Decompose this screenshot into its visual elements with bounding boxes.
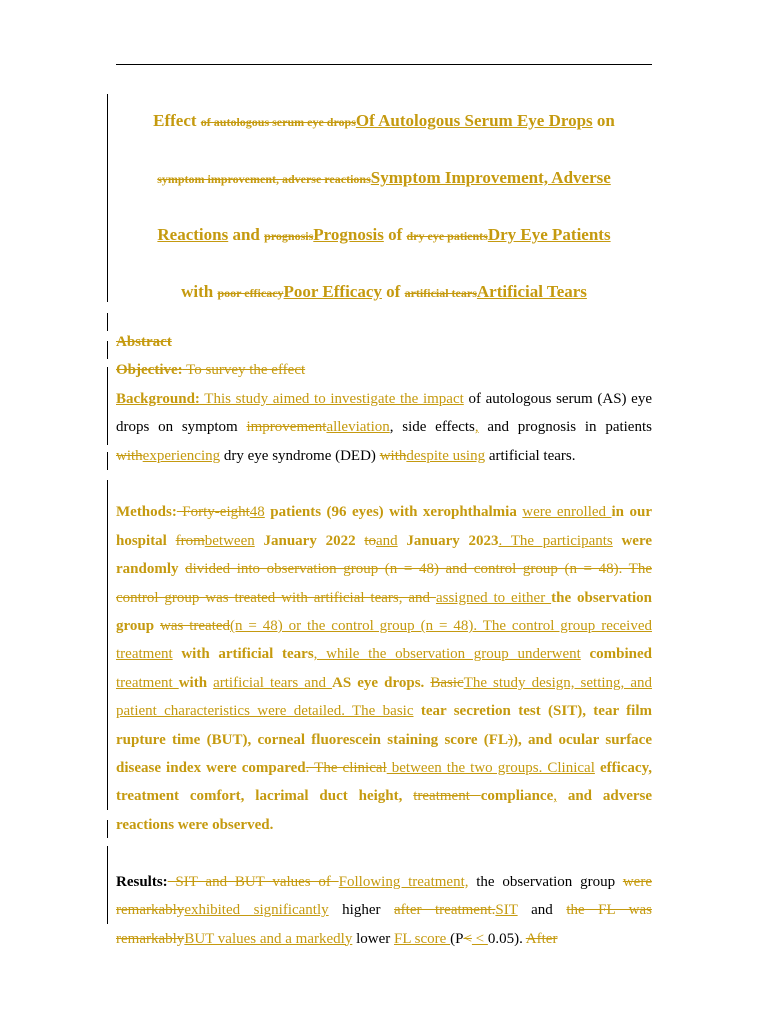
change-bar <box>107 367 108 445</box>
inserted-text: (n = 48) or the control group (n = 48). The control group received treatment <box>116 618 652 663</box>
body-text: were randomly <box>116 532 653 578</box>
deleted-text: . The clinical <box>305 760 387 777</box>
inserted-text: < <box>471 930 488 947</box>
inserted-text: ), <box>512 731 522 748</box>
deleted-text: to <box>364 532 376 549</box>
title-line-3 <box>116 206 652 263</box>
body-text: of autologous serum (AS) eye drops on symptom <box>116 390 652 436</box>
deleted-text: was treated <box>159 618 231 635</box>
deleted-text: To survey the effect <box>182 362 306 379</box>
inserted-text: FL score <box>393 930 451 947</box>
inserted-text: 48 <box>249 504 265 521</box>
document-body <box>116 92 652 953</box>
change-bar <box>107 341 108 359</box>
methods-paragraph <box>116 498 652 839</box>
inserted-text: treatment <box>116 674 179 691</box>
title-text: on <box>592 111 615 130</box>
body-text: tear secretion test (SIT), tear film rupture time (BUT), corneal fluorescein staining score (FL <box>116 703 652 748</box>
deleted-text: after treatment. <box>394 902 496 919</box>
deleted-text: Forty-eight <box>176 504 250 521</box>
background-paragraph <box>116 385 652 470</box>
inserted-text: , <box>553 788 557 805</box>
body-text: and prognosis in patients <box>478 419 652 436</box>
title-text: and <box>228 225 265 244</box>
inserted-text: BUT values and a markedly <box>184 930 353 947</box>
body-text: dry eye syndrome (DED) <box>220 447 380 464</box>
deleted-text: Objective: <box>116 362 183 379</box>
inserted-text: Reactions <box>157 225 229 244</box>
inserted-text: between the two groups. Clinical <box>386 760 595 777</box>
body-text: and <box>517 902 567 919</box>
body-text: with <box>178 674 214 691</box>
change-bar <box>107 480 108 810</box>
blank-line <box>116 470 652 498</box>
body-text: and ocular surface disease index were compared <box>116 731 653 777</box>
deleted-text: ) <box>507 731 513 748</box>
body-text: January 2023 <box>397 532 499 549</box>
deleted-text: divided into observation group (n = 48) and control group (n = 48). The control group was treated with artificial tears, and <box>116 561 652 606</box>
deleted-text: the FL was remarkably <box>116 902 652 947</box>
inserted-text: Artificial Tears <box>476 282 587 301</box>
title-text: with <box>181 282 218 301</box>
deleted-text: improvement <box>246 419 327 436</box>
body-text: the observation group <box>116 589 652 635</box>
title-line-4 <box>116 263 652 320</box>
deleted-text: After <box>525 930 558 947</box>
deleted-text: dry eye patients <box>406 229 488 243</box>
title-line-2 <box>116 149 652 206</box>
inserted-text: Of Autologous Serum Eye Drops <box>355 111 593 130</box>
deleted-text: SIT and BUT values of <box>167 873 339 890</box>
body-text: 0.05). <box>487 930 526 947</box>
body-text: patients (96 eyes) with xerophthalmia <box>264 504 523 521</box>
header-rule <box>116 64 652 65</box>
body-text: and adverse reactions were observed. <box>116 788 653 833</box>
title-line-1 <box>116 92 652 149</box>
inserted-text: between <box>204 532 255 549</box>
change-bar <box>107 820 108 838</box>
inserted-text: . The participants <box>498 532 613 549</box>
results-paragraph <box>116 868 652 953</box>
change-bar <box>107 313 108 331</box>
body-text: in our hospital <box>116 504 652 549</box>
section-label: Results: <box>116 873 168 890</box>
change-bar <box>107 846 108 924</box>
inserted-text: exhibited significantly <box>184 902 329 919</box>
inserted-text: Background: <box>116 390 200 407</box>
inserted-text: and <box>375 532 398 549</box>
change-bar <box>107 94 108 302</box>
inserted-text: , while the observation group underwent <box>313 646 581 663</box>
body-text: compliance <box>480 788 554 805</box>
body-text: efficacy, treatment comfort, lacrimal duct height, <box>116 760 653 805</box>
body-text: with artificial tears <box>172 646 314 663</box>
deleted-text: artificial tears <box>404 286 477 300</box>
inserted-text: The study design, setting, and patient characteristics were detailed. The basic <box>116 674 653 720</box>
deleted-text: of autologous serum eye drops <box>200 115 356 129</box>
abstract-heading <box>116 328 652 356</box>
body-text: artificial tears. <box>485 447 576 464</box>
deleted-text: treatment <box>413 788 481 805</box>
inserted-text: were enrolled <box>522 504 612 521</box>
inserted-text: alleviation <box>326 419 390 436</box>
inserted-text: Symptom Improvement, Adverse <box>370 168 611 187</box>
inserted-text: , <box>474 419 479 436</box>
body-text: (P <box>450 930 464 947</box>
inserted-text: Poor Efficacy <box>283 282 382 301</box>
inserted-text: experiencing <box>142 447 221 464</box>
body-text: combined <box>580 646 652 663</box>
blank-line <box>116 839 652 867</box>
deleted-text: from <box>175 532 205 549</box>
title-text: of <box>383 225 407 244</box>
body-text: lower <box>352 930 394 947</box>
body-text: the observation group <box>468 873 623 890</box>
deleted-text: symptom improvement, adverse reactions <box>157 172 371 186</box>
deleted-text: prognosis <box>264 229 314 243</box>
inserted-text: Prognosis <box>313 225 384 244</box>
change-bar <box>107 452 108 470</box>
inserted-text: despite using <box>406 447 486 464</box>
body-text: January 2022 <box>254 532 365 549</box>
deleted-text: were remarkably <box>116 873 652 919</box>
inserted-text: Dry Eye Patients <box>487 225 611 244</box>
deleted-text: Basic <box>430 674 464 691</box>
body-text: AS eye drops. <box>332 674 431 691</box>
section-label: Methods: <box>116 504 177 521</box>
inserted-text: artificial tears and <box>213 674 333 691</box>
inserted-text: Following treatment, <box>338 873 469 890</box>
body-text: higher <box>328 902 394 919</box>
title-text: of <box>381 282 405 301</box>
inserted-text: assigned to either <box>435 589 552 606</box>
deleted-text: Abstract <box>116 334 172 350</box>
deleted-text: with <box>116 447 143 464</box>
title-text: Effect <box>153 111 201 130</box>
body-text: , side effects <box>389 419 475 436</box>
objective-paragraph <box>116 356 652 384</box>
deleted-text: < <box>463 930 472 947</box>
inserted-text: This study aimed to investigate the impact <box>199 390 464 407</box>
inserted-text: SIT <box>495 902 518 919</box>
deleted-text: with <box>379 447 407 464</box>
deleted-text: poor efficacy <box>217 286 284 300</box>
